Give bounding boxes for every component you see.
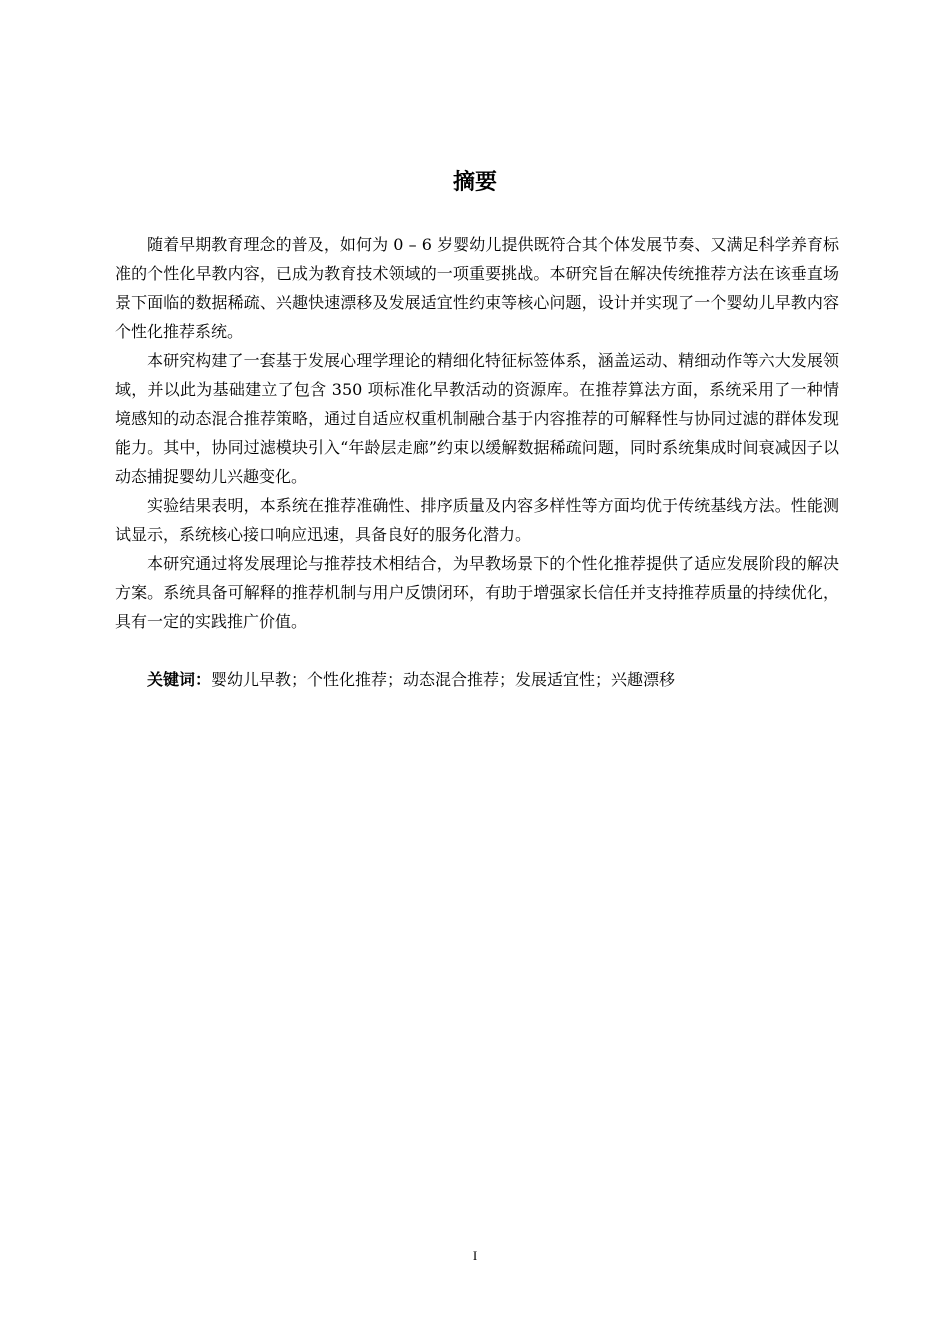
abstract-title: 摘要	[452, 170, 497, 195]
page-number: I	[472, 1248, 478, 1263]
abstract-paragraph-4: 本研究通过将发展理论与推荐技术相结合，为早教场景下的个性化推荐提供了适应发展阶段的解决方案。系统具备可解释的推荐机制与用户反馈闭环，有助于增强家长信任并支持推荐质量的持续优化，具有一定的实践推广价值。	[115, 554, 839, 631]
keywords-line	[115, 665, 839, 694]
abstract-paragraph-2: 本研究构建了一套基于发展心理学理论的精细化特征标签体系，涵盖运动、精细动作等六大发展领域，并以此为基础建立了包含 350 项标准化早教活动的资源库。在推荐算法方面，系统采用了一种情境感知的动态混合推荐策略，通过自适应权重机制融合基于内容推荐的可解释性与协同过滤的群体发现能力。其中，协同过滤模块引入“年龄层走廊”约束以缓解数据稀疏问题，同时系统集成时间衰减因子以动态捕捉婴幼儿兴趣变化。	[115, 351, 839, 486]
abstract-paragraph-3: 实验结果表明，本系统在推荐准确性、排序质量及内容多样性等方面均优于传统基线方法。性能测试显示，系统核心接口响应迅速，具备良好的服务化潜力。	[115, 496, 839, 544]
abstract-paragraph-1: 随着早期教育理念的普及，如何为 0 – 6 岁婴幼儿提供既符合其个体发展节奏、又满足科学养育标准的个性化早教内容，已成为教育技术领域的一项重要挑战。本研究旨在解决传统推荐方法在该垂直场景下面临的数据稀疏、兴趣快速漂移及发展适宜性约束等核心问题，设计并实现了一个婴幼儿早教内容个性化推荐系统。	[115, 235, 839, 341]
keywords-text: 婴幼儿早教；个性化推荐；动态混合推荐；发展适宜性；兴趣漂移	[211, 670, 676, 689]
keywords-label: 关键词：	[147, 670, 212, 689]
abstract-body	[115, 230, 839, 694]
